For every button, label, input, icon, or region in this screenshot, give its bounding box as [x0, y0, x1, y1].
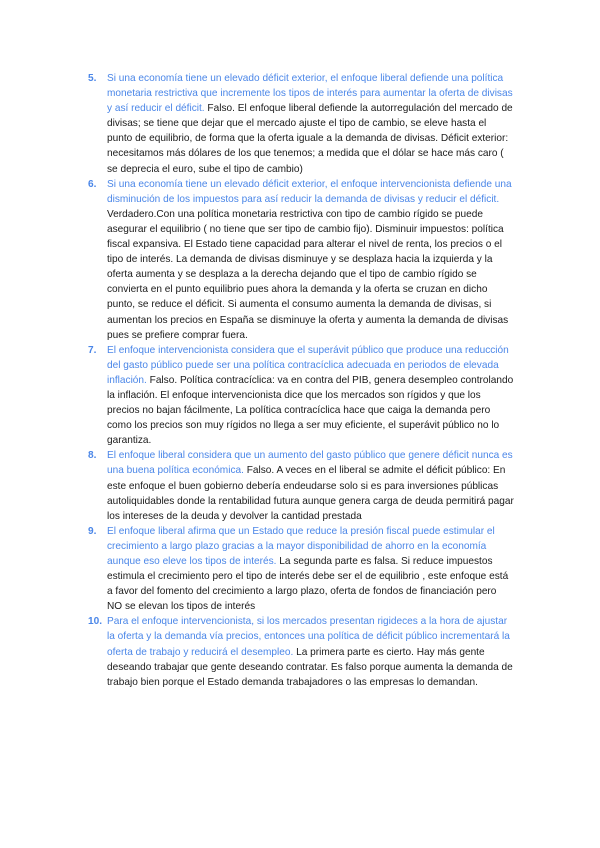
question-text: Si una economía tiene un elevado déficit exterior, el enfoque intervencionista defiende una disminución de los impuestos para así reducir la demanda de divisas y reducir el déficit.	[107, 178, 512, 205]
list-item	[88, 177, 514, 343]
list-item	[88, 71, 514, 177]
question-text: Si una economía tiene un elevado déficit exterior, el enfoque liberal defiende una política monetaria restrictiva que incremente los tipos de interés para aumentar la oferta de divisas y así reducir el déficit.	[107, 73, 513, 115]
question-list	[88, 71, 514, 690]
answer-text: La primera parte es cierto. Hay más gente deseando trabajar que gente deseando contratar. Es falso porque aumenta la demanda de trabajo bien porque el Estado demanda trabajadores o las empresas lo demandan.	[107, 646, 513, 688]
answer-text: Falso. El enfoque liberal defiende la autorregulación del mercado de divisas; se tiene que dejar que el mercado ajuste el tipo de cambio, se eleve hasta el punto de equilibrio, de forma que la oferta iguale a la demanda de divisas. Déficit exterior: necesitamos más dólares de los que tenemos; a medida que el dólar se hace más caro ( se deprecia el euro, sube el tipo de cambio)	[107, 103, 513, 175]
answer-text: Falso. Política contracíclica: va en contra del PIB, genera desempleo controlando la inflación. El enfoque intervencionista dice que los mercados son rígidos y que los precios no bajan fácilmente, La política contracíclica hace que caiga la demanda pero como los precios son muy rígidos no llega a ser muy eficiente, el superávit público no lo garantiza.	[107, 374, 514, 447]
list-item	[88, 448, 514, 523]
question-text: Para el enfoque intervencionista, si los mercados presentan rigideces a la hora de ajustar la oferta y la demanda vía precios, entonces una política de déficit público incrementará la oferta de trabajo y reducirá el desempleo.	[107, 616, 510, 658]
item-number: 9.	[88, 525, 97, 537]
answer-text: Verdadero.Con una política monetaria restrictiva con tipo de cambio rígido se puede asegurar el equilibrio ( no tiene que ser tipo de cambio fijo). Disminuir impuestos: política fiscal expansiva. El Estado tiene capacidad para alterar el nivel de renta, los precios o el tipo de interés. La demanda de divisas disminuye y se desplaza hacia la izquierda y la oferta aumenta y se desplaza a la derecha dejando que el tipo de cambio rígido se convierta en el punto equilibrio pues ahora la demanda y la oferta se cruzan en dicho punto, se reduce el déficit. Si aumenta el consumo aumenta la demanda de divisas, si aumentan los precios en España se disminuye la oferta y aumenta la demanda de divisas pues se prefiere comprar fuera.	[107, 208, 509, 341]
item-number: 7.	[88, 344, 97, 356]
question-text: El enfoque liberal afirma que un Estado que reduce la presión fiscal puede estimular el crecimiento a largo plazo gracias a la mayor disponibilidad de ahorro en la economía aunque eso eleve los tipos de interés.	[107, 525, 495, 567]
answer-text: Falso. A veces en el liberal se admite el déficit público: En este enfoque el buen gobierno debería endeudarse solo si es para inversiones públicas autoliquidables donde la rentabilidad futura aunque genera carga de deuda permitirá pagar los intereses de la deuda y devolver la cantidad prestada	[107, 465, 514, 522]
list-item	[88, 614, 514, 689]
question-text: El enfoque intervencionista considera que el superávit público que produce una reducción del gasto público puede ser una política contracíclica adecuada en periodos de elevada inflación.	[107, 344, 509, 386]
answer-text: La segunda parte es falsa. Si reduce impuestos estimula el crecimiento pero el tipo de interés debe ser el de equilibrio , este enfoque está a favor del fomento del crecimiento a largo plazo, oferta de fondos de financiación pero NO se elevan los tipos de interés	[107, 556, 509, 613]
list-item	[88, 524, 514, 615]
item-number: 10.	[88, 616, 103, 628]
question-text: El enfoque liberal considera que un aumento del gasto público que genere déficit nunca es una buena política económica.	[107, 450, 513, 477]
item-number: 8.	[88, 450, 97, 462]
list-item	[88, 343, 514, 449]
item-number: 5.	[88, 73, 97, 84]
item-number: 6.	[88, 178, 97, 190]
